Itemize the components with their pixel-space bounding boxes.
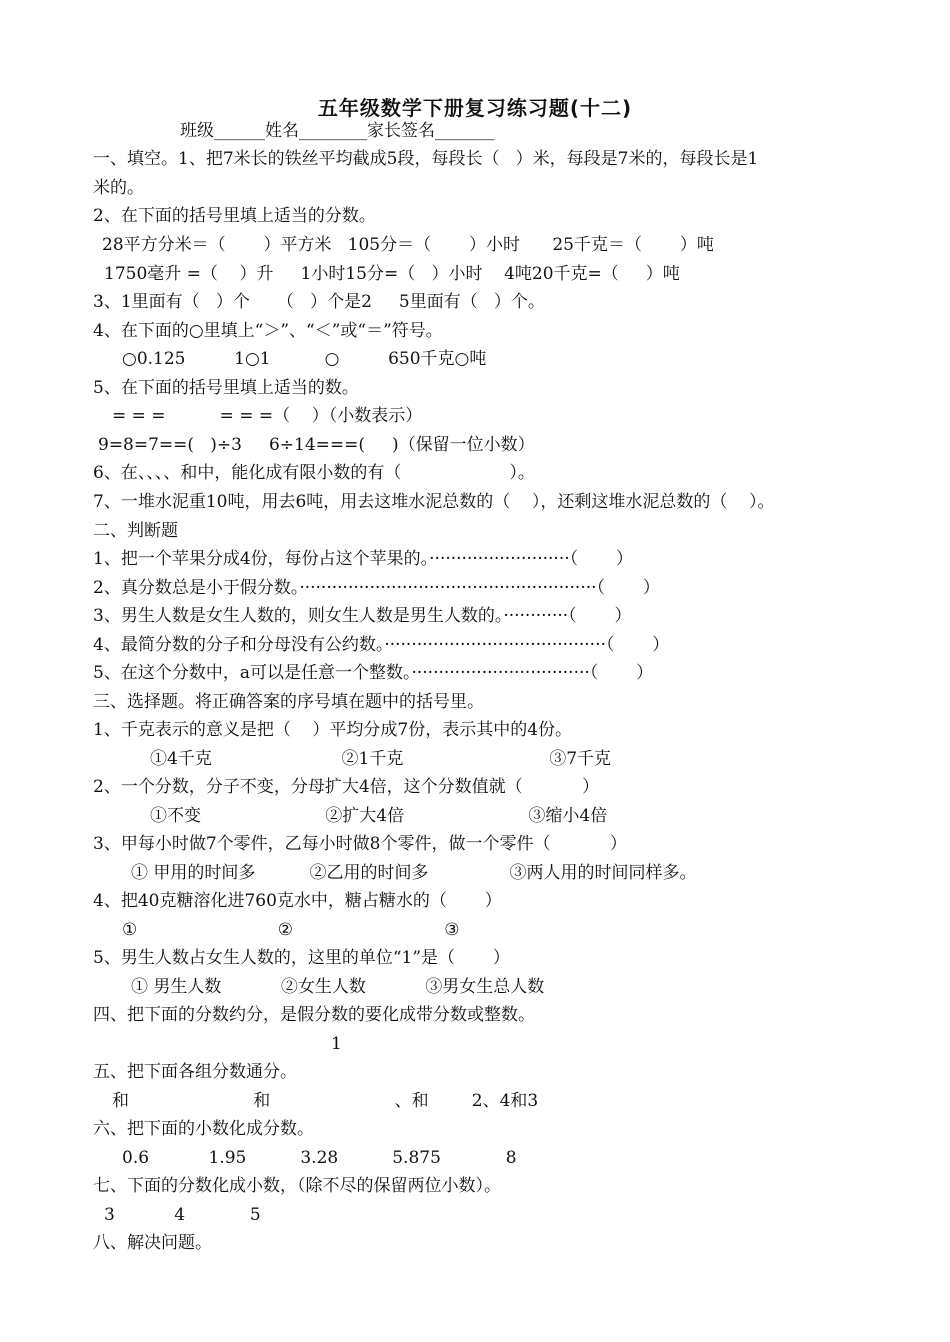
s1-q4a: ○0.125 1○1 ○ 650千克○吨 — [122, 349, 487, 369]
s2-j1: 1、把一个苹果分成4份，每份占这个苹果的。··························（ ） — [93, 549, 633, 569]
s2-j5: 5、在这个分数中，a可以是任意一个整数。·································（ ） — [93, 663, 654, 683]
s3-c1-options: ①4千克 ②1千克 ③7千克 — [150, 749, 612, 769]
s3-c5: 5、男生人数占女生人数的，这里的单位“1”是（ ） — [93, 948, 510, 968]
s1-line1: 一、填空。1、把7米长的铁丝平均截成5段，每段长（ ）米，每段是7米的，每段长是1 — [93, 149, 759, 169]
s4-number: 1 — [331, 1034, 342, 1054]
s1-q2b: 1750毫升 =（ ）升 1小时15分=（ ）小时 4吨20千克=（ ）吨 — [104, 264, 680, 284]
header-fields: 班级______姓名________家长签名_______ — [180, 121, 495, 141]
s2-j4: 4、最简分数的分子和分母没有公约数。·········································（ ） — [93, 635, 670, 655]
s3-heading: 三、选择题。将正确答案的序号填在题中的括号里。 — [93, 692, 484, 712]
page-title: 五年级数学下册复习练习题(十二) — [317, 96, 633, 120]
s1-q7: 7、一堆水泥重10吨，用去6吨，用去这堆水泥总数的（ ），还剩这堆水泥总数的（ ）。 — [93, 492, 775, 512]
s6-heading: 六、把下面的小数化成分数。 — [93, 1119, 314, 1139]
s2-j3: 3、男生人数是女生人数的，则女生人数是男生人数的。············（ ） — [93, 606, 632, 626]
s1-q2: 2、在下面的括号里填上适当的分数。 — [93, 206, 376, 226]
s3-c4: 4、把40克糖溶化进760克水中，糖占糖水的（ ） — [93, 891, 502, 911]
s8-heading: 八、解决问题。 — [93, 1233, 212, 1253]
s2-heading: 二、判断题 — [93, 521, 178, 541]
s1-q4: 4、在下面的○里填上“＞”、“＜”或“＝”符号。 — [93, 321, 443, 341]
s1-q5b: 9=8=7==( )÷3 6÷14===( )（保留一位小数） — [98, 435, 535, 455]
s1-q3: 3、1里面有（ ）个 （ ）个是2 5里面有（ ）个。 — [93, 292, 545, 312]
s3-c1: 1、千克表示的意义是把（ ）平均分成7份，表示其中的4份。 — [93, 720, 573, 740]
s3-c2-options: ①不变 ②扩大4倍 ③缩小4倍 — [150, 806, 608, 826]
s4-heading: 四、把下面的分数约分，是假分数的要化成带分数或整数。 — [93, 1005, 535, 1025]
s3-c5-options: ① 男生人数 ②女生人数 ③男女生总人数 — [131, 977, 545, 997]
s1-q5: 5、在下面的括号里填上适当的数。 — [93, 378, 359, 398]
s3-c4-options: ① ② ③ — [122, 920, 460, 940]
s2-j2: 2、真分数总是小于假分数。·······················································（ ） — [93, 578, 660, 598]
s7-heading: 七、下面的分数化成小数，（除不尽的保留两位小数）。 — [93, 1176, 501, 1196]
s6-row: 0.6 1.95 3.28 5.875 8 — [122, 1148, 517, 1168]
s1-q6: 6、在、、、、和中，能化成有限小数的有（ ）。 — [93, 463, 535, 483]
s1-q5a: = = = = = =（ ）（小数表示） — [112, 406, 423, 426]
s1-q2a: 28平方分米＝（ ）平方米 105分＝（ ）小时 25千克＝（ ）吨 — [102, 235, 714, 255]
s1-line2: 米的。 — [93, 178, 144, 198]
s3-c3-options: ① 甲用的时间多 ②乙用的时间多 ③两人用的时间同样多。 — [131, 863, 697, 883]
s5-row: 和 和 、和 2、4和3 — [112, 1091, 539, 1111]
s5-heading: 五、把下面各组分数通分。 — [93, 1062, 297, 1082]
s3-c2: 2、一个分数，分子不变，分母扩大4倍，这个分数值就（ ） — [93, 777, 600, 797]
s3-c3: 3、甲每小时做7个零件，乙每小时做8个零件，做一个零件（ ） — [93, 834, 627, 854]
s7-row: 3 4 5 — [104, 1205, 261, 1225]
